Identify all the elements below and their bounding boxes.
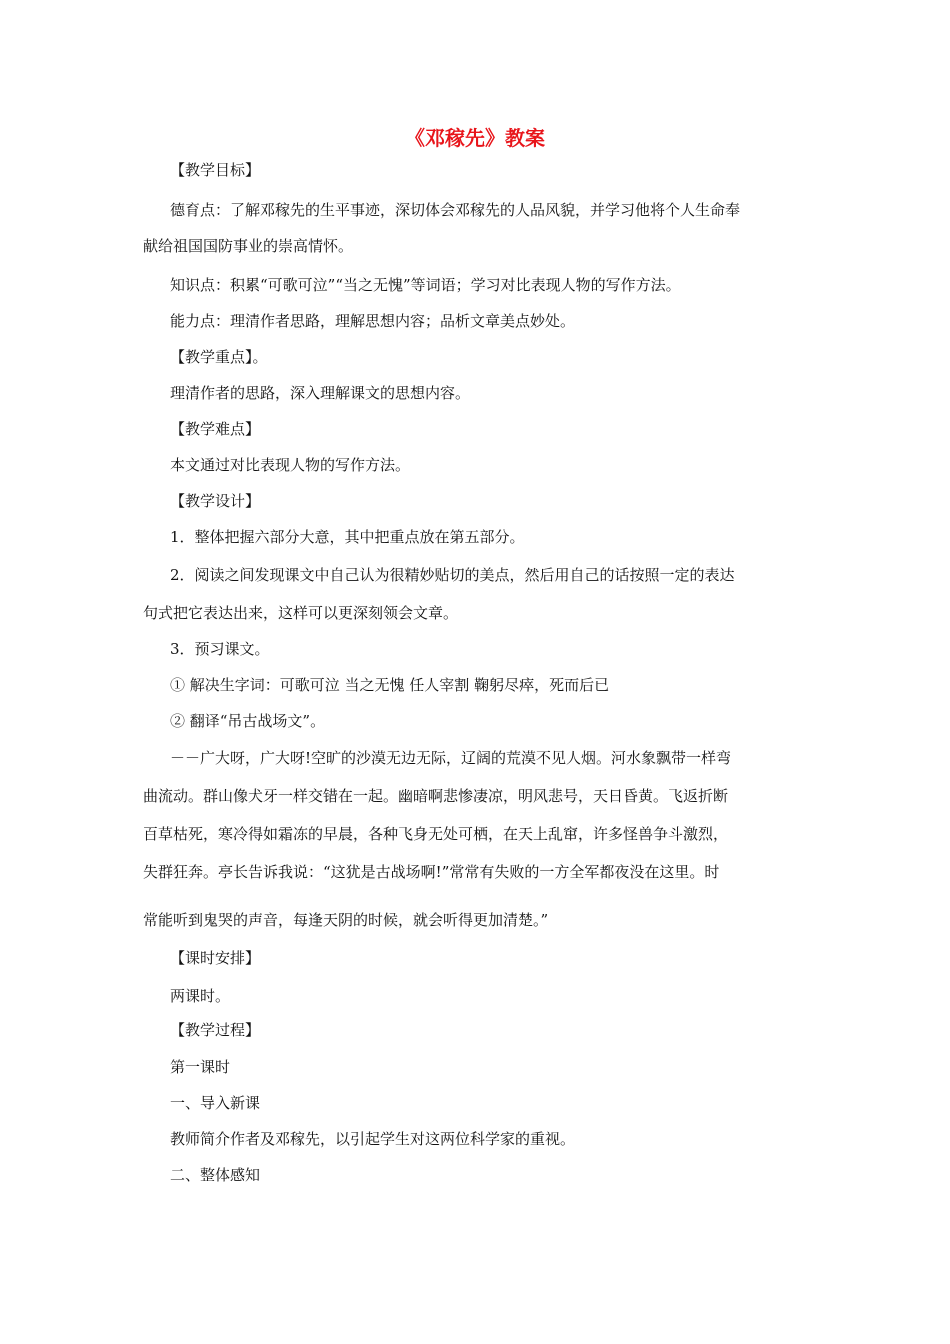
document-title: 《邓稼先》教案 [405, 126, 545, 150]
design-item-2: 2．阅读之间发现课文中自己认为很精妙贴切的美点，然后用自己的话按照一定的表达 [170, 566, 735, 584]
section-heading-key-points: 【教学重点】。 [170, 348, 268, 366]
paragraph-ability-point: 能力点：理清作者思路，理解思想内容；品析文章美点妙处。 [170, 312, 576, 330]
translation-paragraph-line-4: 失群狂奔。亭长告诉我说：“这犹是古战场啊!”常常有失败的一方全军都夜没在这里。时 [143, 863, 720, 881]
subheading-first-lesson: 第一课时 [170, 1058, 231, 1076]
paragraph-knowledge-point: 知识点：积累“可歌可泣”“当之无愧”等词语；学习对比表现人物的写作方法。 [170, 276, 681, 294]
translation-paragraph-line-5: 常能听到鬼哭的声音，每逢天阴的时候，就会听得更加清楚。” [143, 911, 549, 929]
design-item-3: 3．预习课文。 [170, 640, 270, 658]
preview-item-translate: ② 翻译“吊古战场文”。 [170, 712, 326, 730]
preview-item-vocabulary: ① 解决生字词：可歌可泣 当之无愧 任人宰割 鞠躬尽瘁，死而后已 [170, 676, 610, 694]
paragraph-difficulties: 本文通过对比表现人物的写作方法。 [170, 456, 411, 474]
translation-paragraph-line-2: 曲流动。群山像犬牙一样交错在一起。幽暗啊悲惨凄凉，明风悲号，天日昏黄。飞返折断 [143, 787, 729, 805]
section-heading-process: 【教学过程】 [170, 1021, 261, 1039]
paragraph-key-points: 理清作者的思路，深入理解课文的思想内容。 [170, 384, 471, 402]
design-item-2-cont: 句式把它表达出来，这样可以更深刻领会文章。 [143, 604, 459, 622]
section-heading-objectives: 【教学目标】 [170, 161, 261, 179]
translation-paragraph-line-1: －－广大呀，广大呀!空旷的沙漠无边无际，辽阔的荒漠不见人烟。河水象飘带一样弯 [170, 749, 732, 767]
section-heading-difficulties: 【教学难点】 [170, 420, 261, 438]
paragraph-moral-point-cont: 献给祖国国防事业的崇高情怀。 [143, 237, 354, 255]
subheading-introduction: 一、导入新课 [170, 1094, 261, 1112]
paragraph-moral-point: 德育点：了解邓稼先的生平事迹，深切体会邓稼先的人品风貌，并学习他将个人生命奉 [170, 201, 741, 219]
translation-paragraph-line-3: 百草枯死，寒冷得如霜冻的早晨，各种飞身无处可栖，在天上乱窜，许多怪兽争斗激烈， [143, 825, 729, 843]
design-item-1: 1．整体把握六部分大意，其中把重点放在第五部分。 [170, 528, 525, 546]
section-heading-schedule: 【课时安排】 [170, 949, 261, 967]
subheading-overall-perception: 二、整体感知 [170, 1166, 261, 1184]
section-heading-design: 【教学设计】 [170, 492, 261, 510]
paragraph-introduction: 教师简介作者及邓稼先，以引起学生对这两位科学家的重视。 [170, 1130, 576, 1148]
paragraph-schedule: 两课时。 [170, 987, 231, 1005]
